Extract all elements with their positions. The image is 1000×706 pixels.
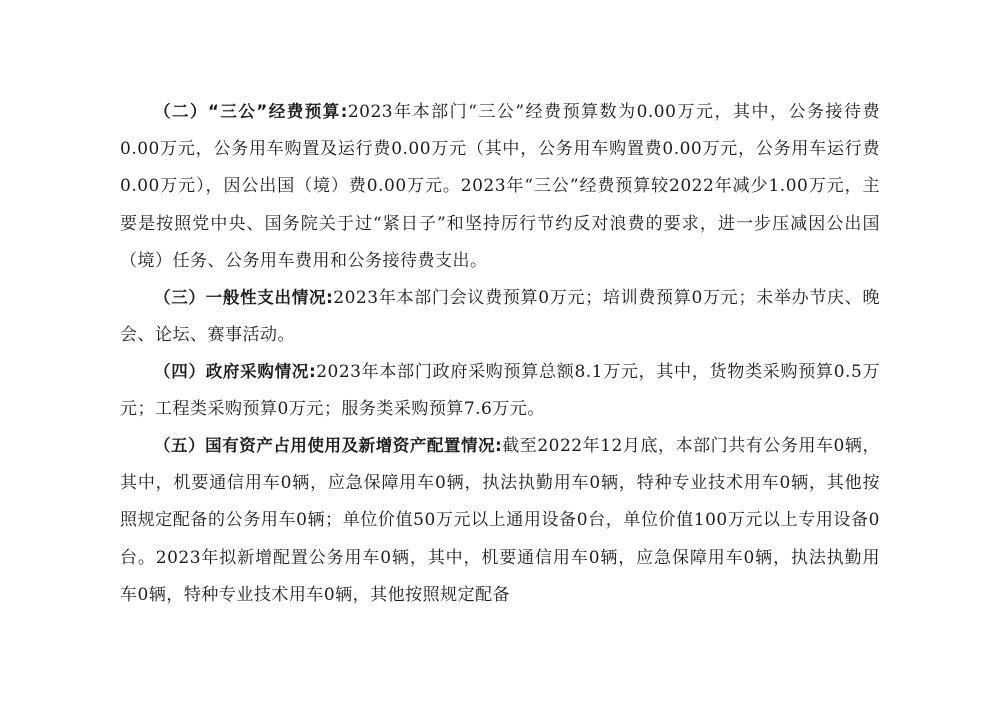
paragraph-body: 截至2022年12月底，本部门共有公务用车0辆，其中，机要通信用车0辆，应急保障用车0辆，执法执勤用车0辆，特种专业技术用车0辆，其他按照规定配备的公务用车0辆；单位价值50万元以上通用设备0台，单位价值100万元以上专用设备0台。2023年拟新增配置公务用车0辆，其中，机要通信用车0辆，应急保障用车0辆，执法执勤用车0辆，特种专业技术用车0辆，其他按照规定配备	[120, 436, 880, 605]
paragraph-heading: （二）“三公”经费预算:	[154, 102, 348, 121]
paragraph-body: 2023年本部门政府采购预算总额8.1万元，其中，货物类采购预算0.5万元；工程类采购预算0万元；服务类采购预算7.6万元。	[120, 362, 880, 420]
paragraph-three-public-expenses	[120, 93, 880, 280]
paragraph-general-expenses	[120, 279, 880, 354]
paragraph-heading: （五）国有资产占用使用及新增资产配置情况:	[154, 436, 503, 455]
paragraph-heading: （四）政府采购情况:	[154, 362, 317, 381]
paragraph-heading: （三）一般性支出情况:	[154, 288, 334, 307]
paragraph-state-assets	[120, 427, 880, 614]
paragraph-body: 2023年本部门会议费预算0万元；培训费预算0万元；未举办节庆、晚会、论坛、赛事活动。	[120, 288, 880, 346]
paragraph-body: 2023年本部门“三公”经费预算数为0.00万元，其中，公务接待费0.00万元，公务用车购置及运行费0.00万元（其中，公务用车购置费0.00万元，公务用车运行费0.00万元），因公出国（境）费0.00万元。2023年“三公”经费预算较2022年减少1.00万元，主要是按照党中央、国务院关于过“紧日子”和坚持厉行节约反对浪费的要求，进一步压减因公出国（境）任务、公务用车费用和公务接待费支出。	[120, 102, 880, 271]
paragraph-government-procurement	[120, 353, 880, 428]
